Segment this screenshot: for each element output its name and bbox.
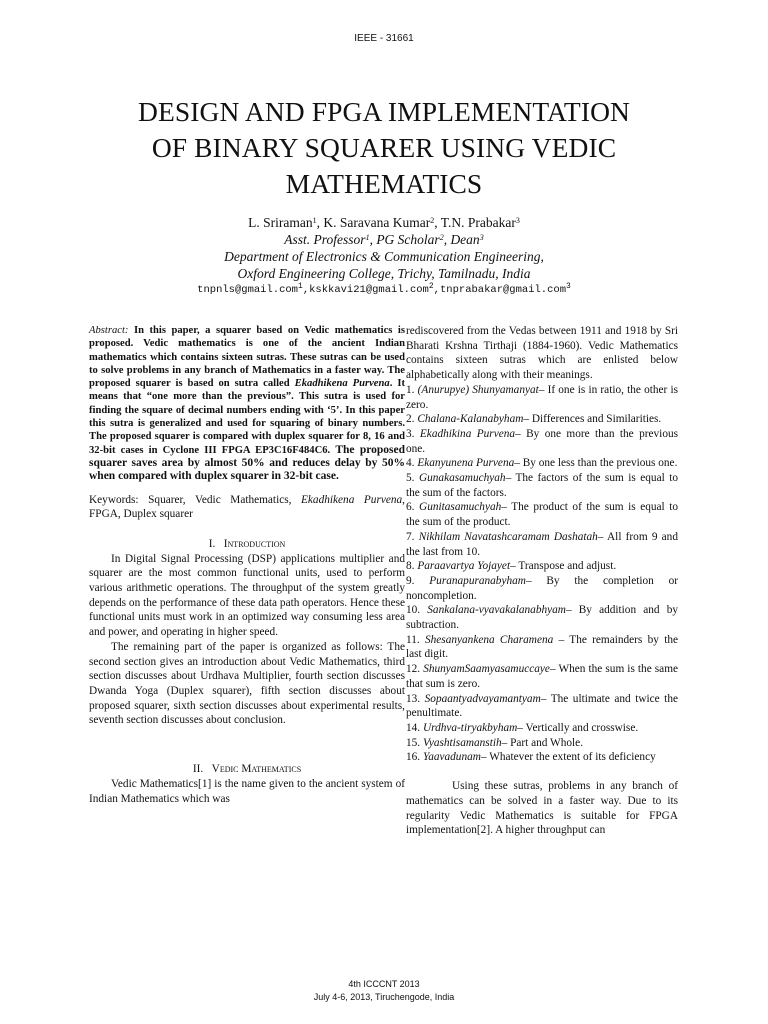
sutra-number: 10. bbox=[406, 604, 421, 617]
sutra-meaning: – The remainders by the last digit. bbox=[406, 633, 679, 661]
college: Oxford Engineering College, Trichy, Tamilnadu, India bbox=[237, 266, 531, 281]
keywords: Keywords: Squarer, Vedic Mathematics, Ekadhikena Purvena, FPGA, Duplex squarer bbox=[89, 493, 405, 521]
sutra-name: Shesanyankena Charamena bbox=[425, 633, 554, 646]
sutra-meaning: – All from 9 and the last from 10. bbox=[406, 530, 678, 558]
sutra-item bbox=[406, 662, 678, 691]
sutra-list bbox=[406, 383, 678, 765]
sutra-name: Gunakasamuchyah bbox=[418, 472, 506, 485]
sutra-name: Sopaantyadvayamantyam bbox=[424, 692, 541, 705]
sutra-name: Urdhva-tiryakbyham bbox=[422, 721, 518, 734]
sutra-item bbox=[406, 456, 678, 471]
paragraph: The remaining part of the paper is organized as follows: The second section gives an introduction about Vedic Mathematics, third section discusses about Urdhava Multiplier, fourth section discusses Dwanda Yoga (Duplex squarer), fifth section discusses about proposed squarer, sixth section discusses about experimental results, seventh section discusses about conclusion. bbox=[89, 640, 405, 727]
sutra-item bbox=[406, 530, 678, 559]
author-name: K. Saravana Kumar bbox=[323, 215, 431, 230]
sutra-name: Puranapuranabyham bbox=[429, 574, 526, 587]
sutra-name: Chalana-Kalanabyham bbox=[417, 413, 524, 426]
sutra-number: 9. bbox=[406, 574, 415, 587]
sutra-meaning: – By one less than the previous one. bbox=[514, 457, 678, 470]
sutra-meaning: – Vertically and crosswise. bbox=[517, 721, 639, 734]
abstract: Abstract: In this paper, a squarer based on Vedic mathematics is proposed. Vedic mathematics is one of the ancient Indian mathematics which contains sixteen sutras. These sutras can be used to solve problems in any branch of Mathematics in a faster way. The proposed squarer is based on sutra called Ekadhikena Purvena. It means that “one more than the previous”. This sutra is used for finding the square of decimal numbers ending with ‘5’. In this paper this sutra is generalized and used for squaring of binary numbers. The proposed squarer is compared with duplex squarer for 8, 16 and 32-bit cases in Cyclone III FPGA EP3C16F484C6. The proposed squarer saves area by almost 50% and reduces delay by 50% when compared with duplex squarer in 32-bit case. bbox=[89, 325, 405, 483]
sutra-number: 12. bbox=[406, 663, 421, 676]
paragraph: In Digital Signal Processing (DSP) applications multiplier and squarer are the most common functional units, used to perform various arithmetic operations. The throughput of the system greatly depends on the performance of these data path operators. Hence these functional units must work in an optimized way consuming less area and power, and operating in higher speed. bbox=[89, 552, 405, 639]
sutra-meaning: – Differences and Similarities. bbox=[523, 413, 662, 426]
sutra-meaning: – By addition and by subtraction. bbox=[406, 604, 679, 632]
sutra-item bbox=[406, 500, 678, 529]
author-name: T.N. Prabakar bbox=[440, 215, 516, 230]
sutra-item bbox=[406, 633, 678, 662]
title-line: DESIGN AND FPGA IMPLEMENTATION bbox=[138, 96, 630, 127]
sutra-name: Sankalana-vyavakalanabhyam bbox=[427, 604, 566, 617]
email-link[interactable]: kskkavi21@gmail.com bbox=[309, 284, 429, 296]
author-name: L. Sriraman bbox=[248, 215, 313, 230]
sutra-item bbox=[406, 412, 678, 427]
sutra-number: 3. bbox=[406, 427, 415, 440]
author-emails: tnpnls@gmail.com$^1$,kskkavi21@gmail.com$^2$,tnprabakar@gmail.com$^3$ bbox=[197, 282, 571, 296]
sutra-name: Gunitasamuchyah bbox=[419, 501, 502, 514]
sutra-number: 4. bbox=[406, 457, 415, 470]
author-names: L. Sriraman$^1$, K. Saravana Kumar$^2$, T.N. Prabakar$^3$ bbox=[248, 215, 520, 230]
sutra-number: 15. bbox=[406, 736, 421, 749]
sutra-meaning: – Whatever the extent of its deficiency bbox=[480, 751, 656, 764]
department: Department of Electronics & Communication Engineering, bbox=[224, 249, 544, 264]
sutra-meaning: – The product of the sum is equal to the sum of the product. bbox=[406, 501, 678, 529]
author-roles: Asst. Professor$^1$, PG Scholar$^2$, Dean$^3$ bbox=[284, 232, 484, 247]
paragraph: rediscovered from the Vedas between 1911 and 1918 by Sri Bharati Krshna Tirthaji (1884-1960). Vedic Mathematics contains sixteen sutras which are enlisted below alphabetically along with their meanings. bbox=[406, 325, 678, 382]
sutra-meaning: – By one more than the previous one. bbox=[406, 427, 679, 455]
sutra-name: Paraavartya Yojayet bbox=[417, 560, 511, 573]
title-line: OF BINARY SQUARER USING VEDIC bbox=[151, 132, 617, 163]
sutra-item bbox=[406, 736, 678, 751]
footer-date-location: July 4-6, 2013, Tiruchengode, India bbox=[313, 992, 455, 1002]
sutra-meaning: – Part and Whole. bbox=[501, 736, 583, 749]
sutra-item bbox=[406, 427, 678, 456]
sutra-number: 13. bbox=[406, 692, 421, 705]
sutra-meaning: – Transpose and adjust. bbox=[510, 560, 617, 573]
paragraph: Using these sutras, problems in any branch of mathematics can be solved in a faster way. Due to its regularity Vedic Mathematics is suitable for FPGA implementation[2]. A higher throughput can bbox=[406, 780, 678, 837]
sutra-number: 16. bbox=[406, 751, 421, 764]
sutra-number: 6. bbox=[406, 501, 415, 514]
sutra-name: Vyashtisamanstih bbox=[422, 736, 502, 749]
section-heading: II. Vedic Mathematics bbox=[192, 763, 302, 776]
sutra-number: 7. bbox=[406, 530, 415, 543]
sutra-name: Yaavadunam bbox=[422, 751, 481, 764]
sutra-item bbox=[406, 471, 678, 500]
sutra-number: 2. bbox=[406, 413, 415, 426]
left-column bbox=[89, 324, 405, 806]
sutra-item bbox=[406, 750, 678, 765]
sutra-number: 5. bbox=[406, 472, 415, 485]
sutra-number: 14. bbox=[406, 721, 421, 734]
author-block bbox=[0, 214, 768, 299]
sutra-name: ShunyamSaamyasamuccaye bbox=[423, 663, 550, 676]
sutra-meaning: – If one is in ratio, the other is zero. bbox=[406, 383, 678, 411]
email-link[interactable]: tnpnls@gmail.com bbox=[197, 284, 298, 296]
sutra-meaning: – The factors of the sum is equal to the sum of the factors. bbox=[406, 472, 678, 499]
title-line: MATHEMATICS bbox=[285, 168, 483, 199]
sutra-meaning: – By the completion or noncompletion. bbox=[406, 574, 678, 602]
sutra-number: 1. bbox=[406, 383, 415, 396]
conference-header: IEEE - 31661 bbox=[354, 33, 414, 44]
sutra-number: 11. bbox=[406, 633, 420, 646]
right-column bbox=[406, 324, 678, 838]
sutra-name: Ekanyunena Purvena bbox=[417, 457, 515, 470]
sutra-item bbox=[406, 692, 678, 721]
email-link[interactable]: tnprabakar@gmail.com bbox=[439, 284, 567, 296]
page-footer bbox=[0, 978, 768, 1004]
footer-conference: 4th ICCCNT 2013 bbox=[348, 979, 420, 989]
sutra-name: Nikhilam Navatashcaramam Dashatah bbox=[418, 530, 598, 543]
paper-title bbox=[70, 94, 698, 202]
sutra-name: Ekadhikina Purvena bbox=[419, 427, 516, 440]
sutra-item bbox=[406, 383, 678, 412]
sutra-number: 8. bbox=[406, 560, 415, 573]
sutra-item bbox=[406, 574, 678, 603]
section-heading: I. Introduction bbox=[208, 537, 286, 550]
paragraph: Vedic Mathematics[1] is the name given to the ancient system of Indian Mathematics which was bbox=[89, 777, 405, 805]
sutra-meaning: – When the sum is the same that sum is zero. bbox=[406, 663, 678, 690]
sutra-item bbox=[406, 559, 678, 574]
sutra-name: (Anurupye) Shunyamanyat bbox=[417, 383, 539, 396]
sutra-item bbox=[406, 721, 678, 736]
sutra-item bbox=[406, 603, 678, 632]
sutra-meaning: – The ultimate and twice the penultimate. bbox=[406, 692, 678, 720]
